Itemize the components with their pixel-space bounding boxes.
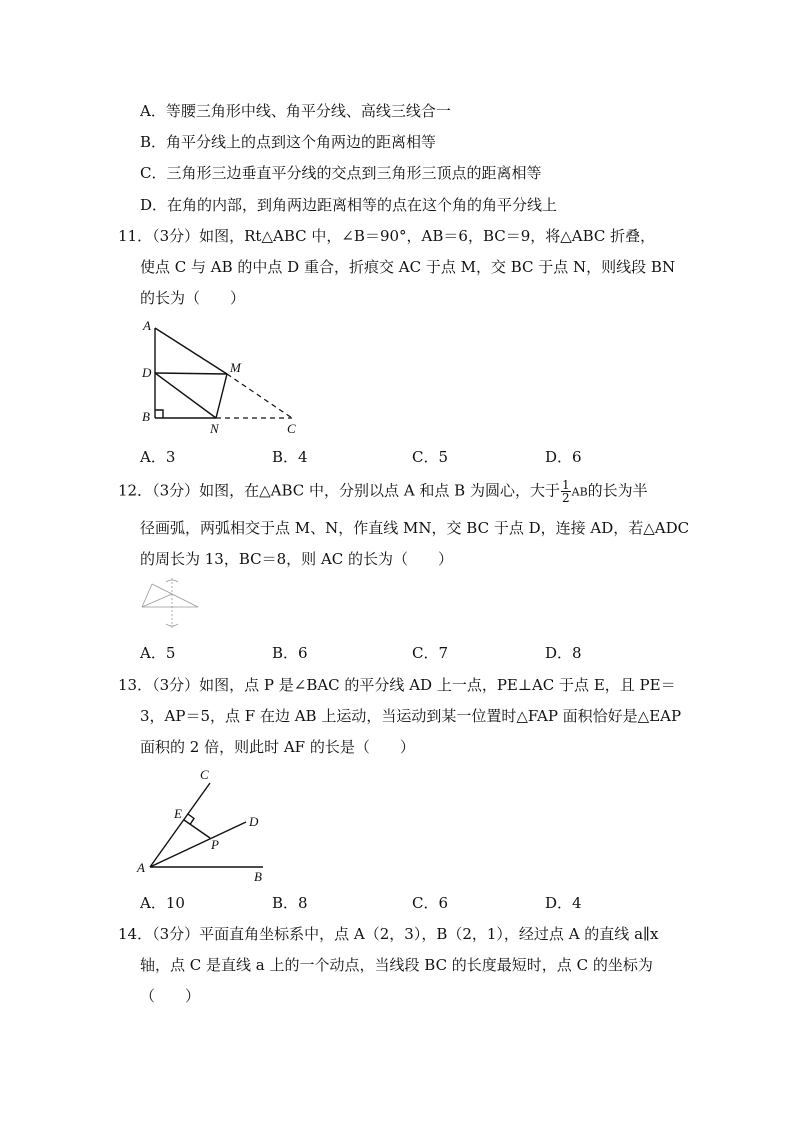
q12-stem-line2: 径画弧，两弧相交于点 M、N，作直线 MN，交 BC 于点 D，连接 AD，若△ADC [140,519,690,537]
q11-label-a: A [143,318,151,333]
q12-fraction-numerator: 1 [561,478,570,492]
q13-label-d: D [249,814,259,829]
q13-option-c: C．6 [412,894,449,912]
q13-option-d: D．4 [545,894,582,912]
q11-option-b: B．4 [272,448,308,466]
q10-option-b: B．角平分线上的点到这个角两边的距离相等 [140,133,437,151]
q14-stem-line3: （ ） [140,987,201,1005]
q12-option-b: B．6 [272,644,308,662]
q11-stem-line3: 的长为（ ） [140,289,246,307]
q11-option-c: C．5 [412,448,449,466]
q13-option-b: B．8 [272,894,308,912]
q11-option-a: A．3 [140,448,176,466]
q12-fraction-tail: AB [571,485,588,499]
q13-label-a: A [137,860,145,875]
q12-fraction-denominator: 2 [561,491,570,505]
q10-option-c: C．三角形三边垂直平分线的交点到三角形三顶点的距离相等 [140,164,542,182]
q12-stem-line1-b: 的长为半 [587,481,648,500]
q13-stem-line2: 3，AP＝5，点 F 在边 AB 上运动，当运动到某一位置时△FAP 面积恰好是△EAP [140,707,682,725]
q13-stem-line1: 13．（3分）如图，点 P 是∠BAC 的平分线 AD 上一点，PE⊥AC 于点 E，且 PE＝ [118,676,676,694]
q11-stem-line1: 11．（3分）如图，Rt△ABC 中，∠B＝90°，AB＝6，BC＝9，将△ABC 折叠， [118,227,656,245]
q13-label-e: E [174,806,182,821]
q12-option-a: A．5 [140,644,176,662]
q13-label-p: P [211,837,219,852]
q14-stem-line2: 轴，点 C 是直线 a 上的一个动点，当线段 BC 的长度最短时，点 C 的坐标为 [140,956,653,974]
q11-label-n: N [210,421,219,436]
q13-option-a: A．10 [140,894,185,912]
q11-option-d: D．6 [545,448,582,466]
q12-stem-line1-a: 12．（3分）如图，在△ABC 中，分别以点 A 和点 B 为圆心，大于 [118,481,560,500]
q11-label-m: M [230,360,241,375]
q12-option-c: C．7 [412,644,449,662]
q13-ray-ac [150,783,210,867]
q11-label-b: B [142,409,150,424]
q11-stem-line2: 使点 C 与 AB 的中点 D 重合，折痕交 AC 于点 M，交 BC 于点 N，则线段 BN [140,258,676,276]
q13-segment-pe [184,820,210,838]
q10-option-d: D．在角的内部，到角两边距离相等的点在这个角的角平分线上 [140,196,558,214]
q12-option-d: D．8 [545,644,582,662]
q13-ray-ad [150,822,246,867]
q13-label-b: B [254,869,262,884]
q12-stem-line3: 的周长为 13，BC＝8，则 AC 的长为（ ） [140,550,454,568]
q11-label-d: D [142,365,152,380]
q13-label-c: C [200,767,209,782]
q11-label-c: C [287,421,296,436]
q13-stem-line3: 面积的 2 倍，则此时 AF 的长是（ ） [140,738,415,756]
q14-stem-line1: 14．（3分）平面直角坐标系中，点 A（2，3），B（2，1），经过点 A 的直线 a∥x [118,925,659,943]
q10-option-a: A．等腰三角形中线、角平分线、高线三线合一 [140,102,451,120]
